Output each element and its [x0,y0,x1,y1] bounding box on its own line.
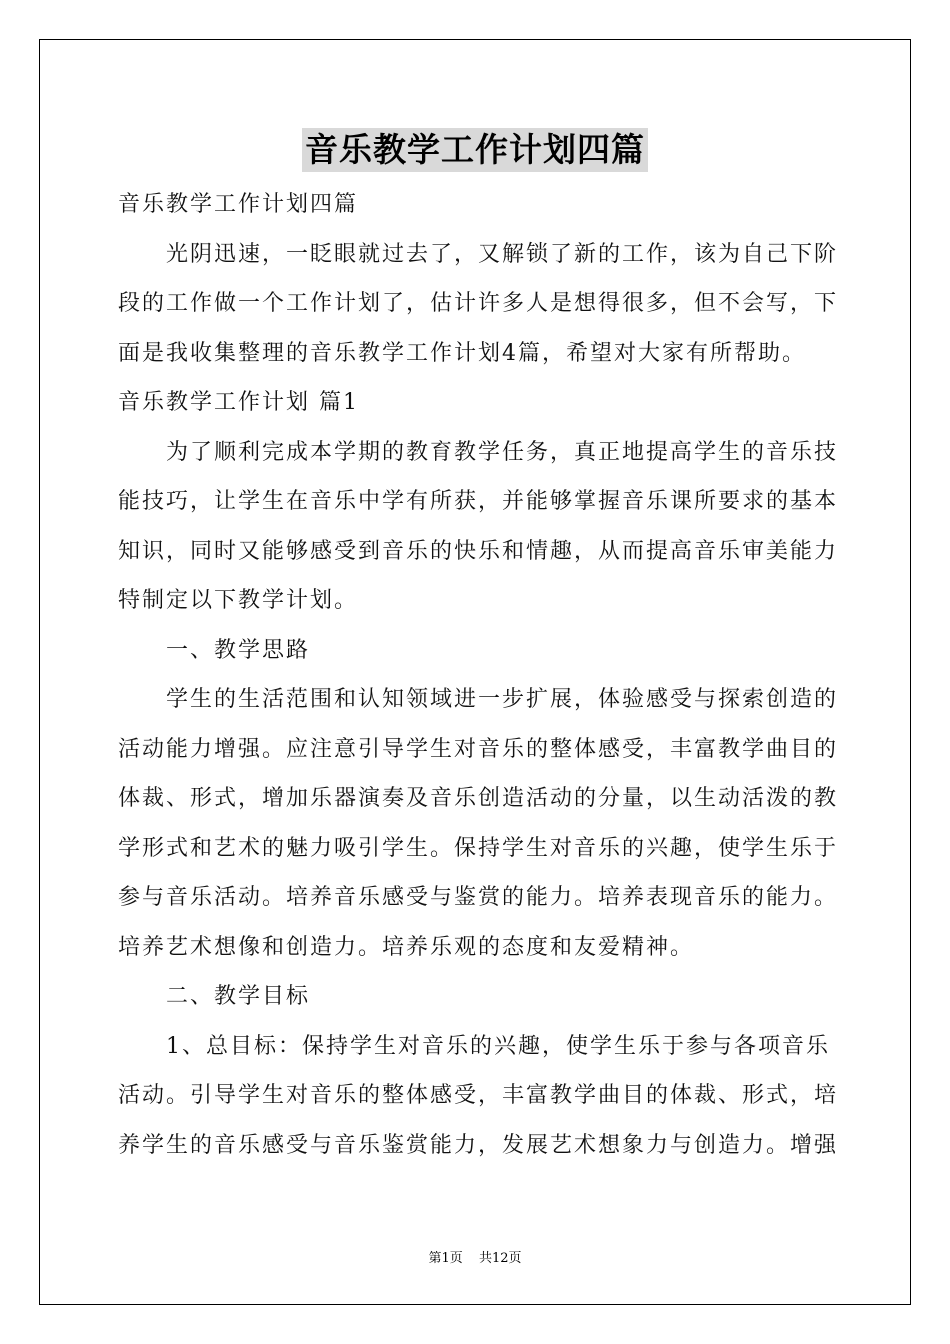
plan-1-intro-paragraph: 为了顺利完成本学期的教育教学任务，真正地提高学生的音乐技能技巧，让学生在音乐中学有所获，并能够掌握音乐课所要求的基本知识，同时又能够感受到音乐的快乐和情趣，从而提高音乐审美能力特制定以下教学计划。 [118,439,839,613]
document-body [118,180,838,1170]
intro-paragraph: 光阴迅速，一眨眼就过去了，又解锁了新的工作，该为自己下阶段的工作做一个工作计划了，估计许多人是想得很多，但不会写，下面是我收集整理的音乐教学工作计划4篇，希望对大家有所帮助。 [118,241,839,366]
heading-teaching-approach: 一、教学思路 [166,637,311,663]
page-number: 第1页 [428,1251,463,1266]
overall-goal-paragraph: 1、总目标：保持学生对音乐的兴趣，使学生乐于参与各项音乐活动。引导学生对音乐的整体感受，丰富教学曲目的体裁、形式，培养学生的音乐感受与音乐鉴赏能力，发展艺术想象力与创造力。增强 [118,1033,839,1158]
heading-teaching-goals: 二、教学目标 [166,984,311,1009]
section-heading-plan-1: 音乐教学工作计划 篇1 [118,390,359,415]
page-total: 共12页 [478,1251,522,1266]
document-title: 音乐教学工作计划四篇 [302,128,648,172]
subtitle-line: 音乐教学工作计划四篇 [118,192,359,217]
page-footer [0,1247,950,1266]
teaching-approach-paragraph: 学生的生活范围和认知领域进一步扩展，体验感受与探索创造的活动能力增强。应注意引导学生对音乐的整体感受，丰富教学曲目的体裁、形式，增加乐器演奏及音乐创造活动的分量，以生动活泼的教学形式和艺术的魅力吸引学生。保持学生对音乐的兴趣，使学生乐于参与音乐活动。培养音乐感受与鉴赏的能力。培养表现音乐的能力。培养艺术想像和创造力。培养乐观的态度和友爱精神。 [118,687,839,960]
title-container [0,128,950,172]
